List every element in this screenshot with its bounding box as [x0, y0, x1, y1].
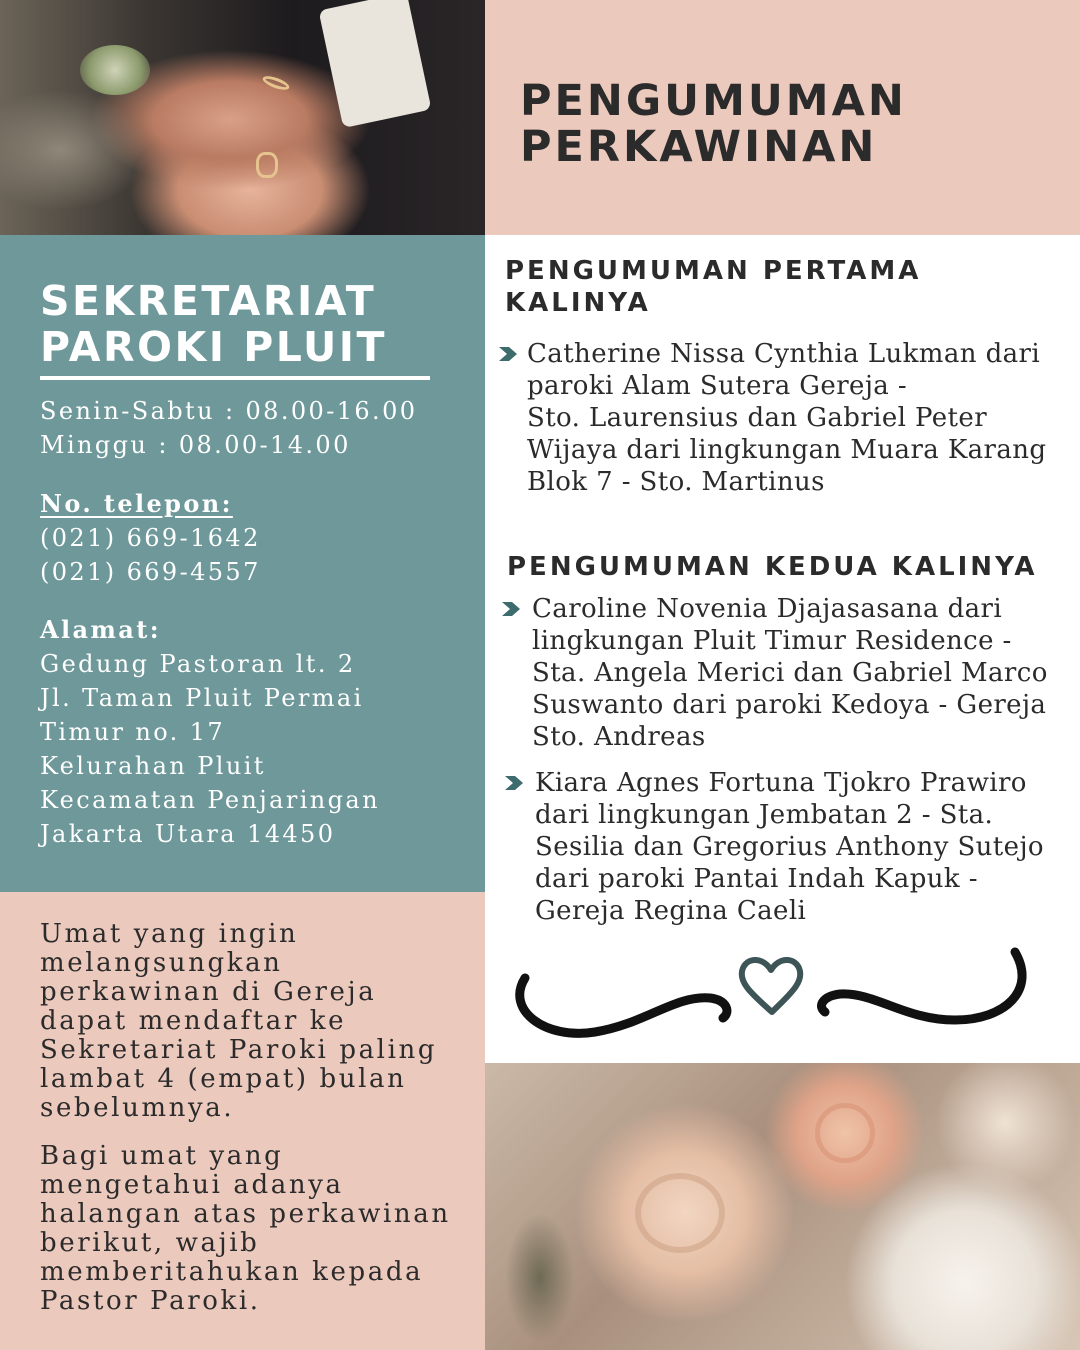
entry-line: lingkungan Pluit Timur Residence -: [532, 626, 1012, 656]
entry-line: Sta. Angela Merici dan Gabriel Marco: [532, 658, 1048, 688]
ring-shape: [261, 74, 291, 93]
carnation-shape: [815, 1103, 875, 1163]
notice-line: dapat mendaftar ke: [40, 1006, 347, 1036]
entry-line: Caroline Novenia Djajasasana dari: [532, 594, 1003, 624]
notice-line: berikut, wajib: [40, 1228, 260, 1258]
notice-line: Pastor Paroki.: [40, 1286, 261, 1316]
address-line: Gedung Pastoran lt. 2: [40, 650, 356, 678]
notice-line: halangan atas perkawinan: [40, 1199, 451, 1229]
entry-line: Kiara Agnes Fortuna Tjokro Prawiro: [535, 768, 1027, 798]
notice-line: Umat yang ingin: [40, 919, 299, 949]
phone-number: (021) 669-1642: [40, 524, 261, 552]
rose-shape: [635, 1173, 725, 1253]
notice-line: sebelumnya.: [40, 1093, 235, 1123]
address-label: Alamat:: [40, 615, 161, 644]
entry-line: dari lingkungan Jembatan 2 - Sta.: [535, 800, 994, 830]
entry-line: Sto. Laurensius dan Gabriel Peter: [527, 403, 988, 433]
section-title-line: PENGUMUMAN PERTAMA: [505, 256, 922, 286]
second-announcement-title: [507, 551, 1067, 583]
phone-number: (021) 669-4557: [40, 558, 261, 586]
address-block: [40, 613, 480, 851]
boutonniere-shape: [80, 45, 150, 95]
announcement-entry: [532, 593, 1072, 753]
phone-label: No. telepon:: [40, 489, 233, 518]
section-title-line: PENGUMUMAN KEDUA KALINYA: [507, 552, 1038, 582]
notice-line: memberitahukan kepada: [40, 1257, 424, 1287]
address-line: Jl. Taman Pluit Permai: [40, 684, 364, 712]
notice-line: Sekretariat Paroki paling: [40, 1035, 438, 1065]
announcement-entry: [527, 338, 1067, 498]
hours-line: Senin-Sabtu : 08.00-16.00: [40, 397, 418, 425]
first-announcement-title: [505, 255, 1065, 319]
registration-notice: [40, 920, 470, 1123]
heart-swirl-divider-icon: [505, 940, 1035, 1050]
office-title-line: PAROKI PLUIT: [40, 323, 387, 371]
address-line: Kecamatan Penjaringan: [40, 786, 380, 814]
notice-line: Bagi umat yang: [40, 1141, 284, 1171]
office-title-line: SEKRETARIAT: [40, 277, 377, 325]
page-title-line: PERKAWINAN: [520, 122, 878, 172]
address-line: Jakarta Utara 14450: [40, 820, 336, 848]
office-hours: [40, 394, 480, 462]
announcement-entry: [535, 767, 1075, 927]
office-title: [40, 278, 460, 370]
leaf-shape: [505, 1213, 575, 1343]
address-line: Timur no. 17: [40, 718, 226, 746]
phone-block: [40, 487, 480, 589]
entry-line: Catherine Nissa Cynthia Lukman dari: [527, 339, 1041, 369]
notice-line: perkawinan di Gereja: [40, 977, 377, 1007]
section-title-line: KALINYA: [505, 288, 651, 318]
flower-bouquet-photo: [485, 1063, 1080, 1350]
hours-line: Minggu : 08.00-14.00: [40, 431, 351, 459]
notice-line: mengetahui adanya: [40, 1170, 344, 1200]
entry-line: Suswanto dari paroki Kedoya - Gereja: [532, 690, 1047, 720]
page-title-line: PENGUMUMAN: [520, 76, 907, 126]
entry-line: Gereja Regina Caeli: [535, 896, 807, 926]
office-title-underline: [40, 376, 430, 380]
notice-line: lambat 4 (empat) bulan: [40, 1064, 407, 1094]
notice-line: melangsungkan: [40, 948, 283, 978]
entry-line: paroki Alam Sutera Gereja -: [527, 371, 908, 401]
chevron-right-icon: [500, 600, 522, 618]
entry-line: Wijaya dari lingkungan Muara Karang: [527, 435, 1047, 465]
shirt-cuff-shape: [319, 0, 432, 128]
entry-line: Sesilia dan Gregorius Anthony Sutejo: [535, 832, 1044, 862]
chevron-right-icon: [503, 774, 525, 792]
chevron-right-icon: [497, 345, 519, 363]
entry-line: dari paroki Pantai Indah Kapuk -: [535, 864, 978, 894]
address-line: Kelurahan Pluit: [40, 752, 266, 780]
impediment-notice: [40, 1142, 470, 1316]
page-title: [520, 78, 1040, 170]
entry-line: Blok 7 - Sto. Martinus: [527, 467, 825, 497]
ring-shape: [256, 152, 278, 178]
wedding-hands-photo: [0, 0, 485, 235]
entry-line: Sto. Andreas: [532, 722, 706, 752]
